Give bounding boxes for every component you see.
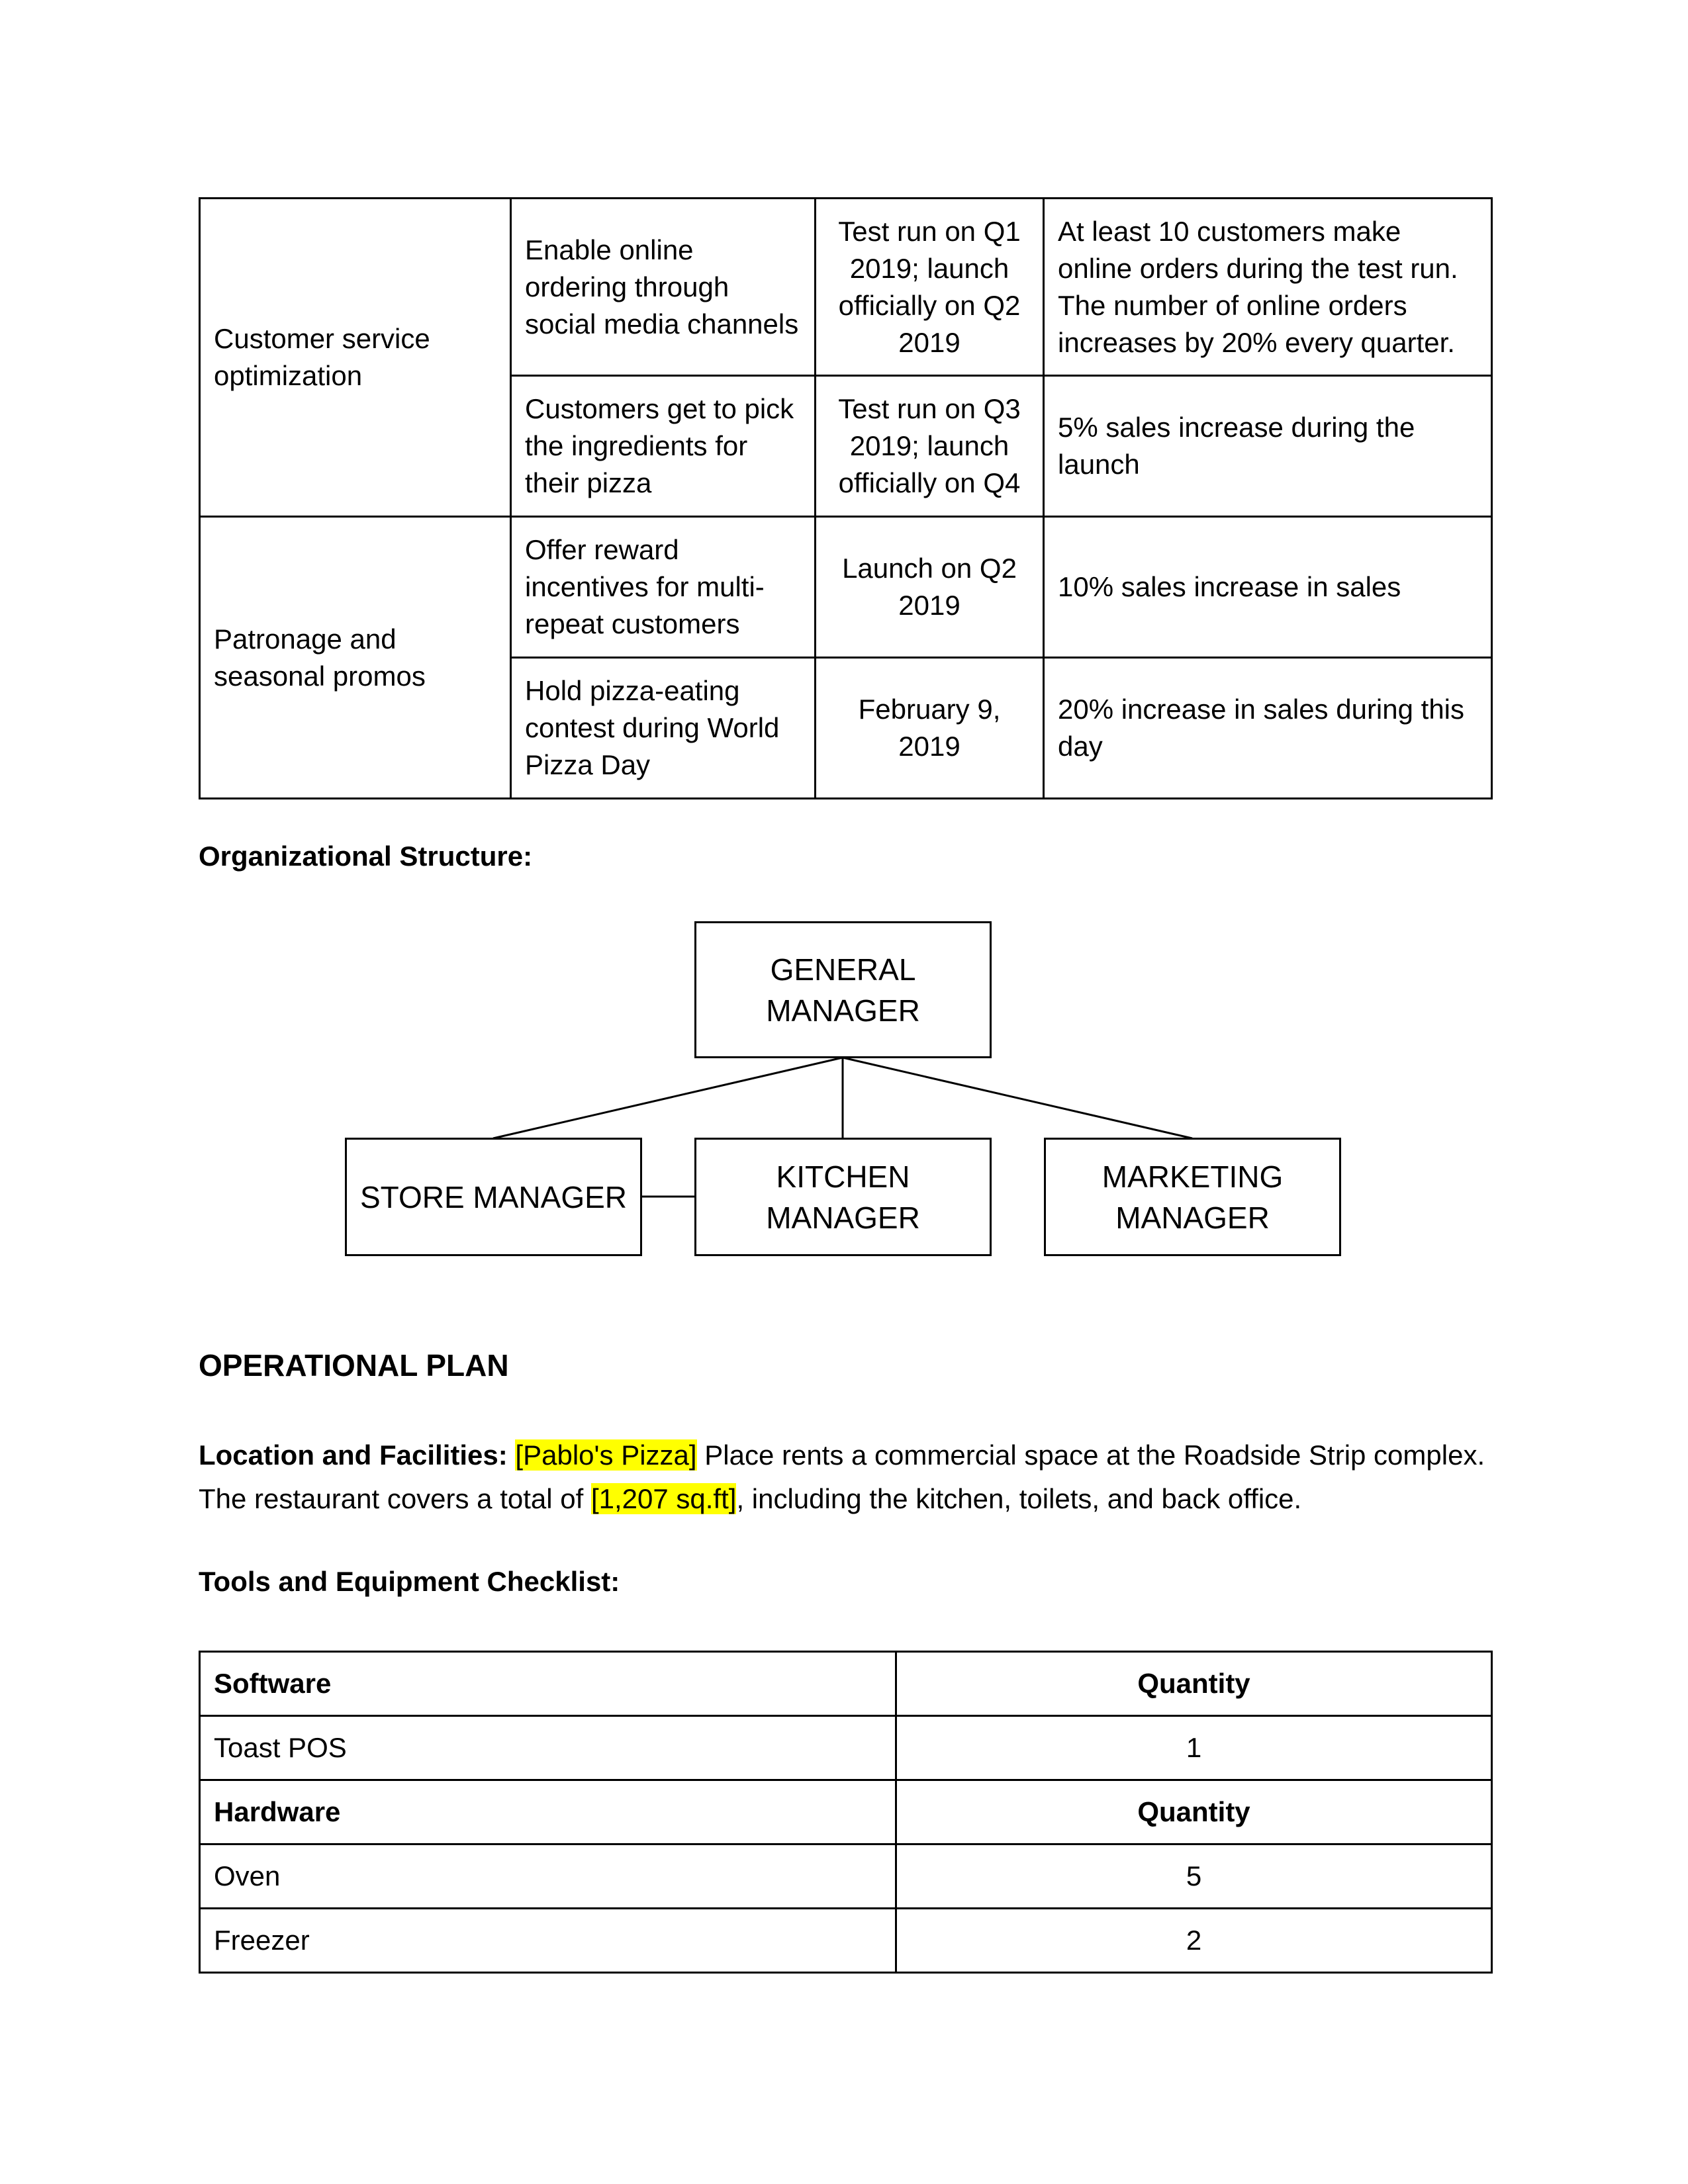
hardware-header: Hardware xyxy=(200,1780,896,1844)
software-header: Software xyxy=(200,1652,896,1716)
qty-cell: 1 xyxy=(896,1716,1492,1780)
timeline-cell: Test run on Q1 2019; launch officially on Q2 2019 xyxy=(816,199,1044,376)
strategy-cell: Enable online ordering through social media channels xyxy=(511,199,816,376)
item-cell: Toast POS xyxy=(200,1716,896,1780)
qty-cell: 2 xyxy=(896,1909,1492,1973)
location-text: , including the kitchen, toilets, and back office. xyxy=(736,1483,1302,1514)
kitchen-manager-box xyxy=(694,1138,992,1256)
table-row xyxy=(200,1716,1492,1780)
timeline-cell: Launch on Q2 2019 xyxy=(816,517,1044,658)
item-cell: Oven xyxy=(200,1844,896,1909)
category-cell: Customer service optimization xyxy=(200,199,511,517)
quantity-header: Quantity xyxy=(896,1780,1492,1844)
location-text: Place rents a commercial space at the Roadside Strip complex. The restaurant covers a total of xyxy=(199,1439,1485,1514)
tools-table xyxy=(199,1651,1493,1974)
table-row xyxy=(200,1844,1492,1909)
metric-cell: 10% sales increase in sales xyxy=(1044,517,1492,658)
table-row xyxy=(200,1652,1492,1716)
table-row xyxy=(200,1909,1492,1973)
metric-cell: At least 10 customers make online orders during the test run. The number of online orders increases by 20% every quarter. xyxy=(1044,199,1492,376)
strategy-cell: Customers get to pick the ingredients for their pizza xyxy=(511,376,816,517)
store-manager-label: STORE MANAGER xyxy=(360,1179,627,1214)
category-cell: Patronage and seasonal promos xyxy=(200,517,511,799)
section-title: OPERATIONAL PLAN xyxy=(199,1348,509,1383)
general-manager-label: GENERAL MANAGER xyxy=(766,952,920,1028)
marketing-manager-box xyxy=(1044,1138,1341,1256)
connector-line xyxy=(843,1058,1192,1138)
qty-cell: 5 xyxy=(896,1844,1492,1909)
timeline-cell: Test run on Q3 2019; launch officially on Q4 xyxy=(816,376,1044,517)
item-cell: Freezer xyxy=(200,1909,896,1973)
org-heading: Organizational Structure: xyxy=(199,841,533,872)
area-highlight: [1,207 sq.ft] xyxy=(590,1483,737,1514)
timeline-cell: February 9, 2019 xyxy=(816,658,1044,799)
metric-cell: 20% increase in sales during this day xyxy=(1044,658,1492,799)
quantity-header: Quantity xyxy=(896,1652,1492,1716)
strategy-cell: Offer reward incentives for multi-repeat customers xyxy=(511,517,816,658)
location-paragraph xyxy=(199,1433,1496,1521)
tools-heading: Tools and Equipment Checklist: xyxy=(199,1566,620,1597)
marketing-manager-label: MARKETING MANAGER xyxy=(1102,1159,1284,1235)
business-name-highlight: [Pablo's Pizza] xyxy=(515,1439,697,1471)
table-row xyxy=(200,1780,1492,1844)
strategy-cell: Hold pizza-eating contest during World Pizza Day xyxy=(511,658,816,799)
location-label: Location and Facilities: xyxy=(199,1439,508,1471)
connector-line xyxy=(493,1058,843,1138)
store-manager-box xyxy=(345,1138,642,1256)
kitchen-manager-label: KITCHEN MANAGER xyxy=(766,1159,920,1235)
general-manager-box xyxy=(694,921,992,1058)
metric-cell: 5% sales increase during the launch xyxy=(1044,376,1492,517)
